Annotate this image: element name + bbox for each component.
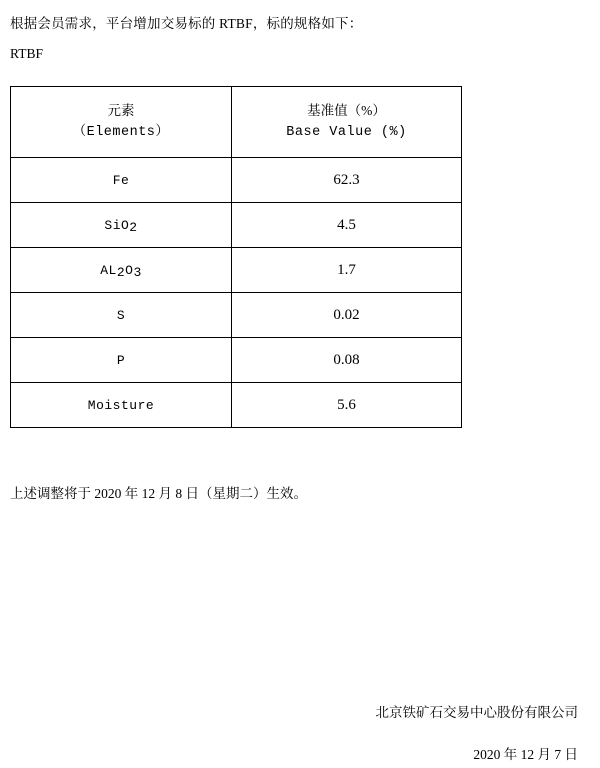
cell-element xyxy=(11,338,232,383)
header-element-cn: 元素 xyxy=(107,103,135,119)
element-subscript: 2 xyxy=(129,220,138,235)
element-name: Moisture xyxy=(87,398,155,413)
cell-value xyxy=(232,248,462,293)
element-name: P xyxy=(116,353,126,368)
header-element-en: （Elements） xyxy=(72,125,170,140)
element-value: 0.08 xyxy=(333,352,360,368)
cell-element xyxy=(11,293,232,338)
element-value: 1.7 xyxy=(337,262,356,278)
table-row xyxy=(11,383,462,428)
header-cell-element xyxy=(11,87,232,158)
element-value: 5.6 xyxy=(337,397,356,413)
table-row xyxy=(11,158,462,203)
effective-date-notice: 上述调整将于 2020 年 12 月 8 日（星期二）生效。 xyxy=(10,486,307,501)
cell-element xyxy=(11,158,232,203)
cell-element xyxy=(11,248,232,293)
cell-value xyxy=(232,293,462,338)
cell-value xyxy=(232,158,462,203)
table-row xyxy=(11,203,462,248)
intro-paragraph: 根据会员需求，平台增加交易标的 RTBF，标的规格如下： xyxy=(10,16,363,31)
header-value-cn: 基准值（%） xyxy=(307,103,386,119)
element-subscript: 2 xyxy=(116,265,126,280)
element-name: S xyxy=(116,308,126,323)
cell-element xyxy=(11,203,232,248)
table-header-row xyxy=(11,87,462,158)
element-name: AL xyxy=(100,263,117,278)
element-name: SiO xyxy=(104,218,130,233)
cell-element xyxy=(11,383,232,428)
product-label: RTBF xyxy=(10,46,43,61)
element-value: 4.5 xyxy=(337,217,356,233)
table-row xyxy=(11,338,462,383)
header-cell-base-value xyxy=(232,87,462,158)
specification-table xyxy=(10,86,462,428)
element-name: Fe xyxy=(112,173,130,188)
element-subscript-2: 3 xyxy=(133,265,142,280)
element-value: 62.3 xyxy=(333,172,360,188)
element-value: 0.02 xyxy=(333,307,360,323)
table-row xyxy=(11,248,462,293)
table-row xyxy=(11,293,462,338)
cell-value xyxy=(232,203,462,248)
header-value-en: Base Value (%) xyxy=(286,125,407,140)
signature-date: 2020 年 12 月 7 日 xyxy=(473,747,578,762)
cell-value xyxy=(232,338,462,383)
cell-value xyxy=(232,383,462,428)
signature-organization: 北京铁矿石交易中心股份有限公司 xyxy=(375,705,578,720)
element-name-mid: O xyxy=(125,263,134,278)
